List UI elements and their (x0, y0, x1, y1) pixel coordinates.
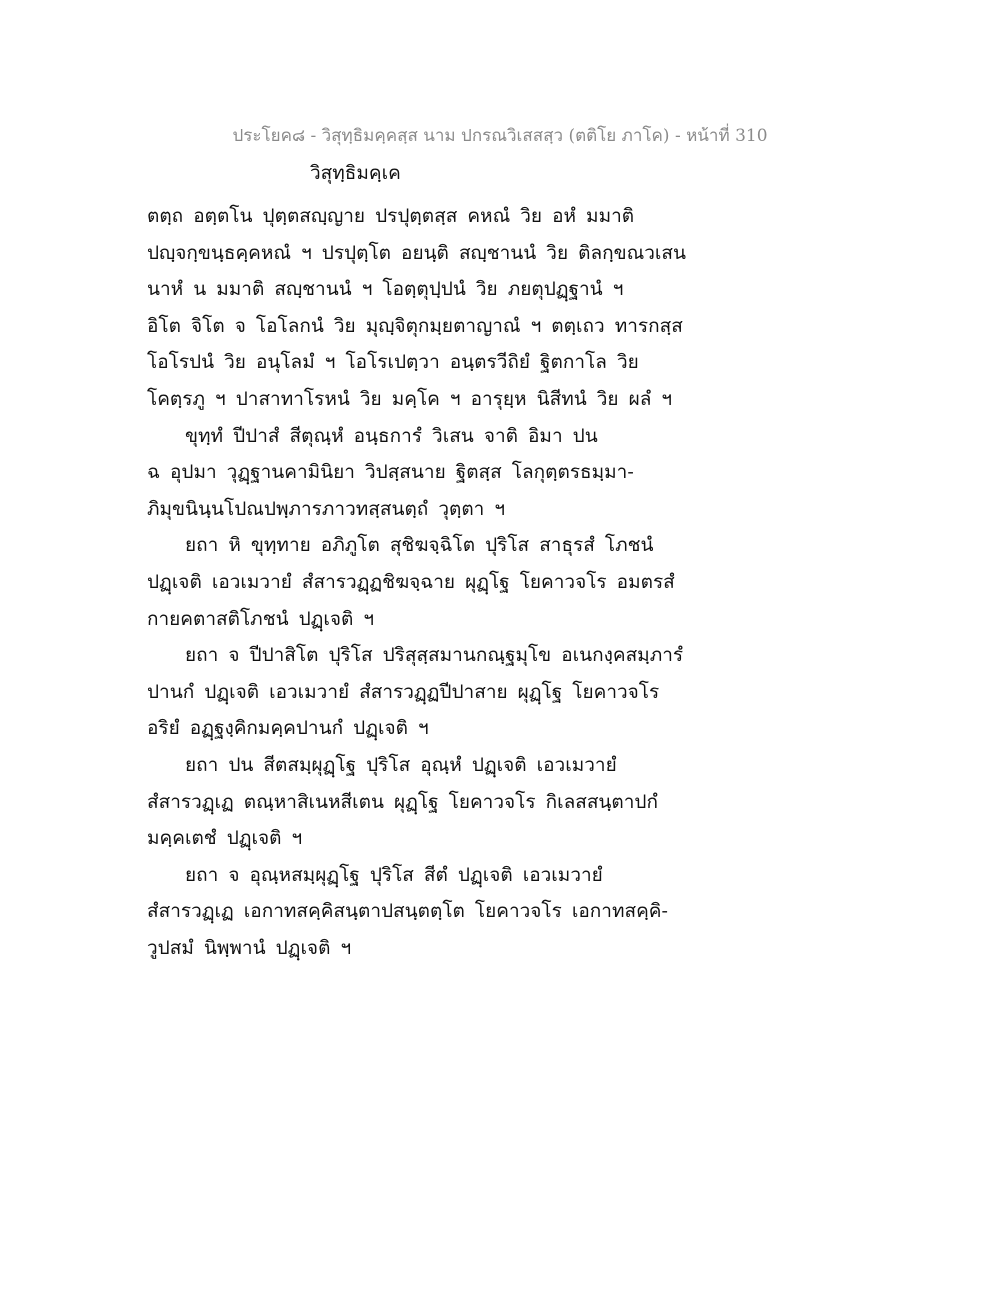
text-line: โอโรปนํ วิย อนุโลมํ ฯ โอโรเปตฺวา อนฺตรวีถิยํ ฐิตกาโล วิย (147, 351, 639, 374)
text-line: วูปสมํ นิพฺพานํ ปฏฺเจติ ฯ (147, 936, 352, 959)
paragraph-start-line: ยถา จ ปีปาสิโต ปุริโส ปริสุสฺสมานกณฺฐมุโข อเนกงฺคสมฺภารํ (185, 644, 684, 667)
text-line: ภิมุขนินฺนโปณปพฺภารภาวทสฺสนตฺถํ วุตฺตา ฯ (147, 497, 506, 520)
text-line: มคฺคเตชํ ปฏฺเจติ ฯ (147, 827, 303, 850)
text-line: โคตฺรภู ฯ ปาสาทาโรหนํ วิย มคฺโค ฯ อารุยฺห นิสีทนํ วิย ผลํ ฯ (147, 387, 673, 410)
paragraph-start-line: ยถา ปน สีตสมฺผุฏฺโฐ ปุริโส อุณฺหํ ปฏฺเจติ เอวเมวายํ (185, 753, 617, 776)
text-line: อิโต จิโต จ โอโลกนํ วิย มุญฺจิตุกมฺยตาญาณํ ฯ ตตฺเถว ทารกสฺส (147, 314, 683, 337)
section-title: วิสุทฺธิมคฺเค (310, 162, 401, 184)
body-text (147, 198, 867, 966)
text-line: สํสารวฏฺเฏ ตณฺหาสิเนหสีเตน ผุฏฺโฐ โยคาวจโร กิเลสสนฺตาปกํ (147, 790, 658, 813)
text-line: ตตฺถ อตฺตโน ปุตฺตสญฺญาย ปรปุตฺตสฺส คหณํ วิย อหํ มมาติ (147, 205, 635, 227)
paragraph-start-line: ยถา จ อุณฺหสมฺผุฏฺโฐ ปุริโส สีตํ ปฏฺเจติ เอวเมวายํ (185, 863, 603, 886)
text-line: ปฏฺเจติ เอวเมวายํ สํสารวฏฺฏชิฆจฺฉาย ผุฏฺโฐ โยคาวจโร อมตรสํ (147, 570, 675, 593)
text-line: สํสารวฏฺเฏ เอกาทสคฺคิสนฺตาปสนฺตตฺโต โยคาวจโร เอกาทสคฺคิ- (147, 900, 668, 923)
text-line: ปญฺจกฺขนฺธคฺคหณํ ฯ ปรปุตฺโต อยนฺติ สญฺชานนํ วิย ติลกฺขณวเสน (147, 241, 686, 264)
text-line: อริยํ อฏฺฐงฺคิกมคฺคปานกํ ปฏฺเจติ ฯ (147, 717, 429, 740)
text-line: นาหํ น มมาติ สญฺชานนํ ฯ โอตฺตุปฺปนํ วิย ภยตุปฏฺฐานํ ฯ (147, 278, 624, 301)
text-line: ฉ อุปมา วุฏฺฐานคามินิยา วิปสฺสนาย ฐิตสฺส โลกุตฺตรธมฺมา- (147, 461, 634, 484)
paragraph-start-line: ขุทฺทํ ปีปาสํ สีตุณฺหํ อนฺธการํ วิเสน จาติ อิมา ปน (185, 424, 598, 447)
text-line: ปานกํ ปฏฺเจติ เอวเมวายํ สํสารวฏฺฏปีปาสาย ผุฏฺโฐ โยคาวจโร (147, 680, 660, 703)
running-header: ประโยค๘ - วิสุทฺธิมคฺคสฺส นาม ปกรณวิเสสสฺว (ตติโย ภาโค) - หน้าที่ 310 (232, 126, 768, 146)
text-line: กายคตาสติโภชนํ ปฏฺเจติ ฯ (147, 607, 375, 630)
paragraph-start-line: ยถา หิ ขุทฺทาย อภิภูโต สุชิฆจฺฉิโต ปุริโส สาธุรสํ โภชนํ (185, 534, 654, 557)
